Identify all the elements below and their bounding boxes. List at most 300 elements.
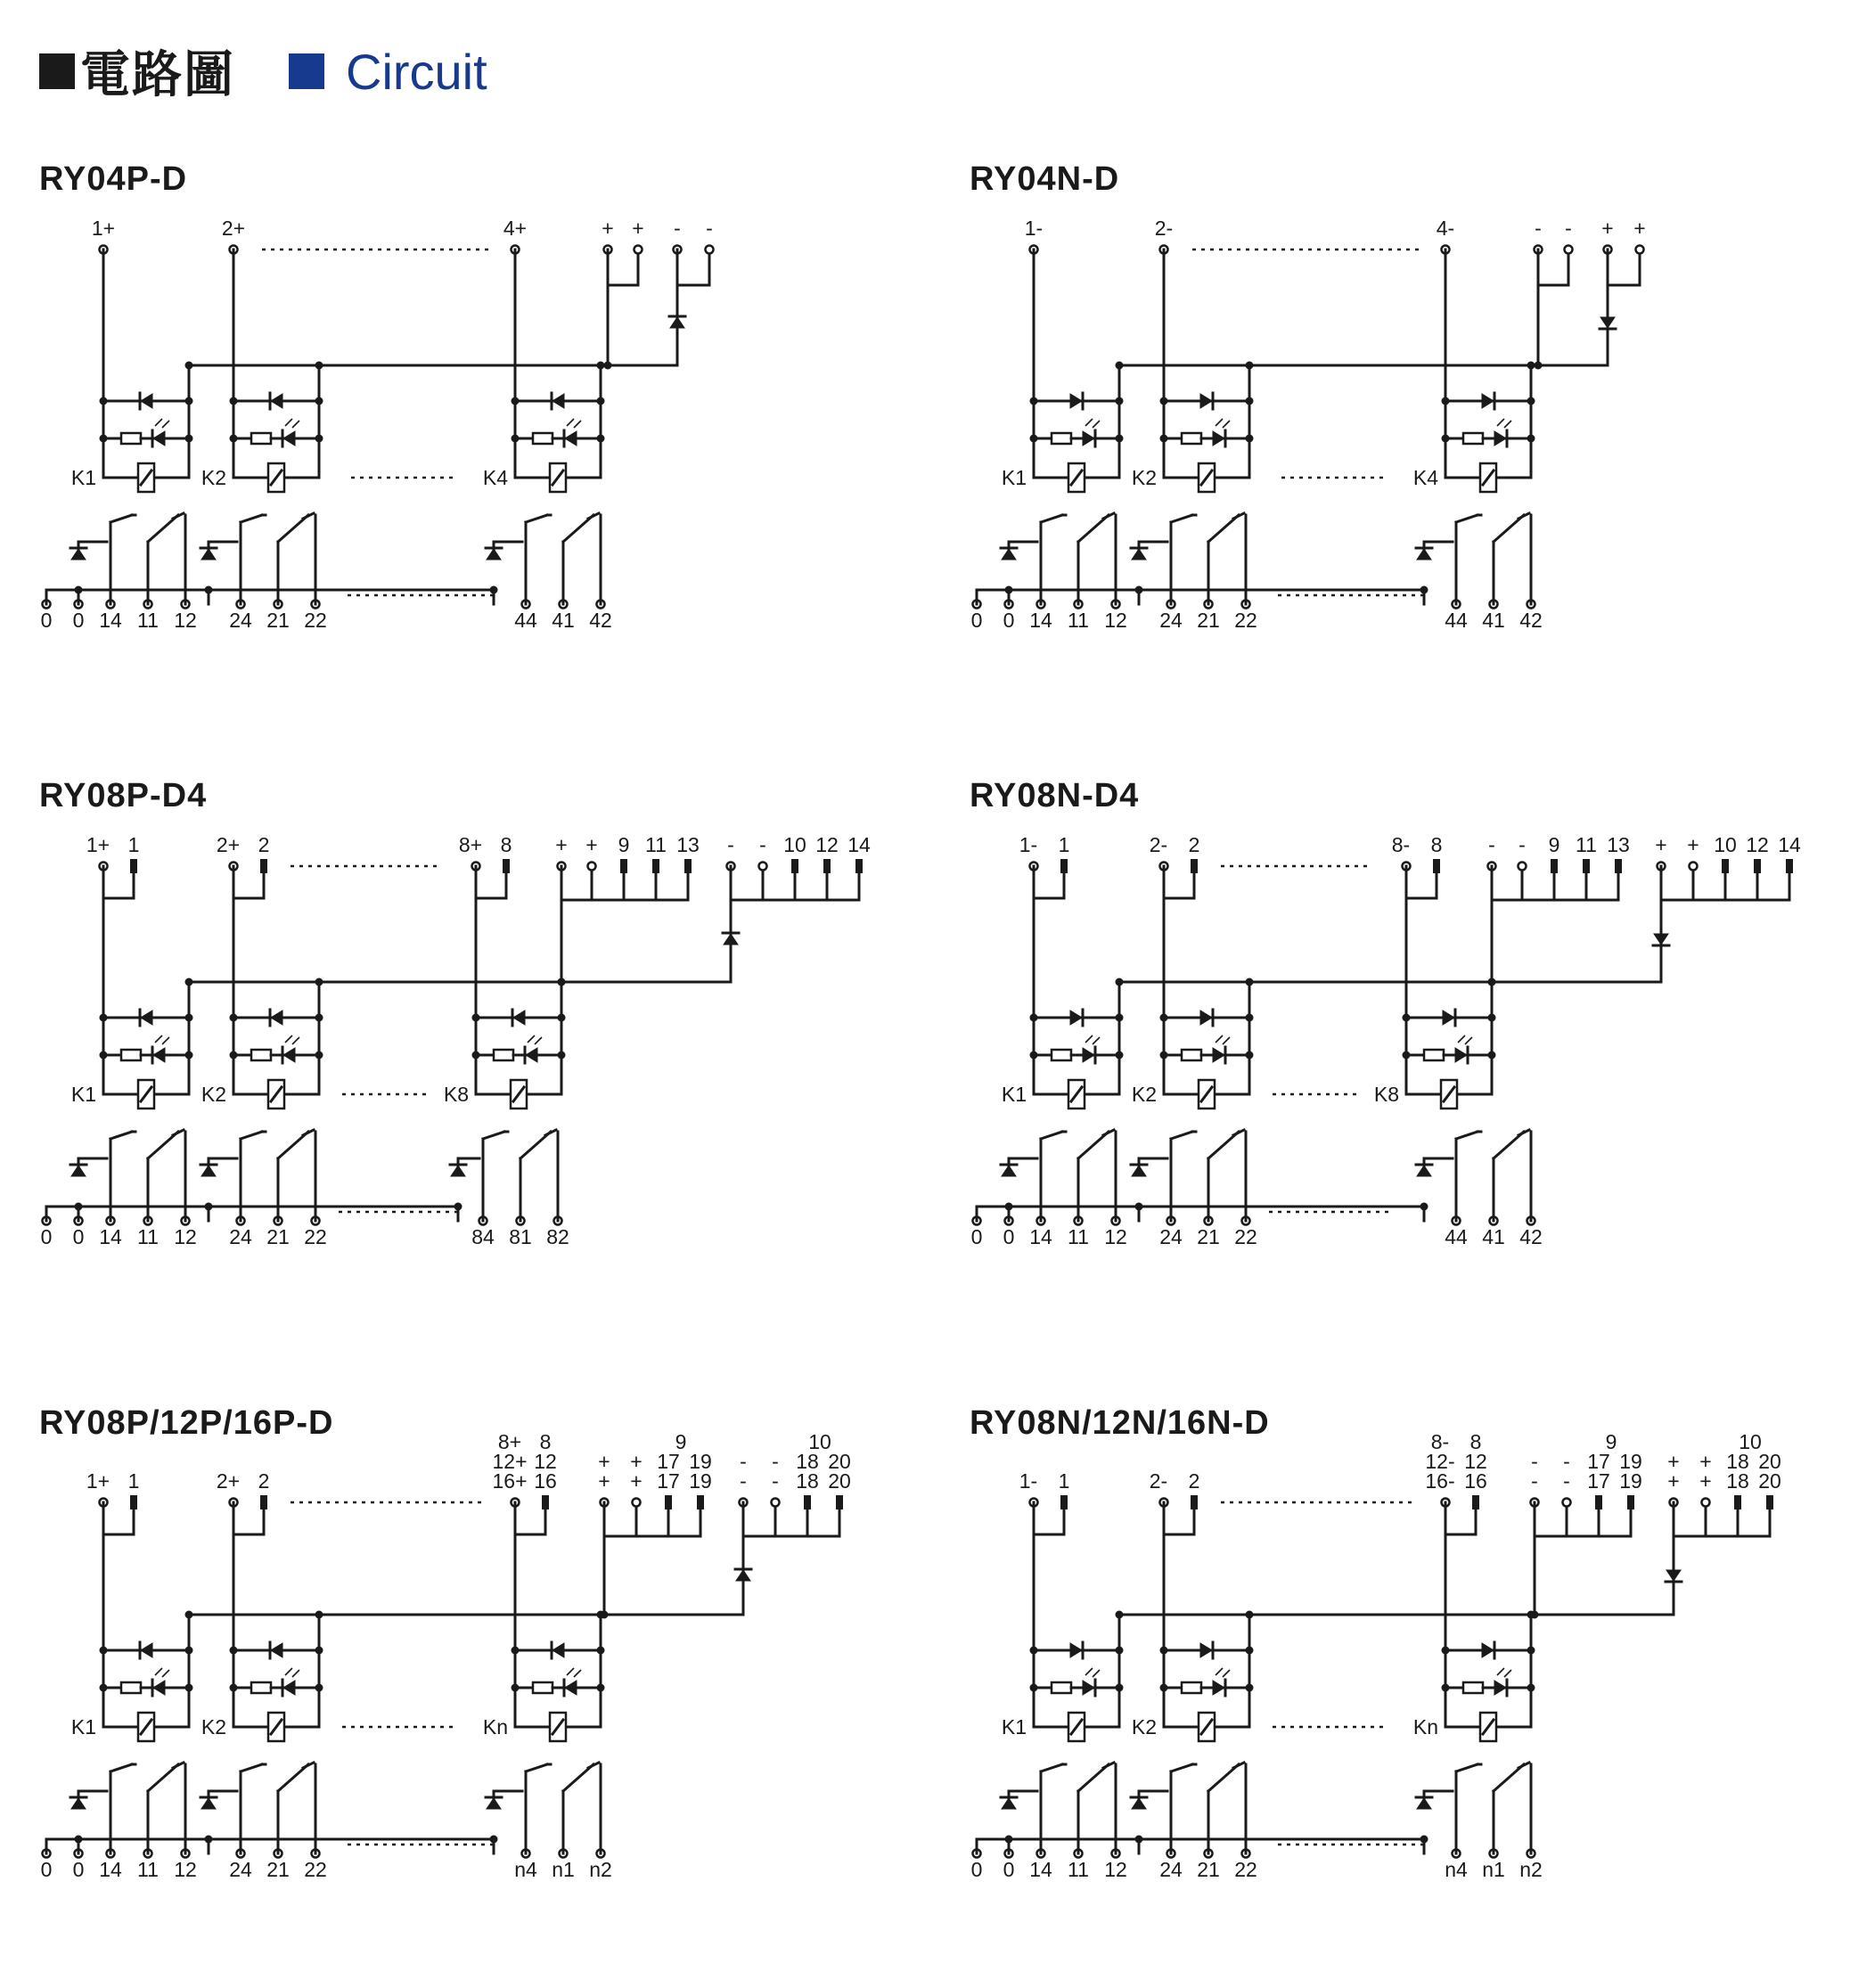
input-terminal-label: 8+ [497,1430,522,1453]
led-light-icon [155,419,169,428]
contact-terminal-label: 24 [229,1225,252,1248]
panel-title: RY04P-D [39,160,188,198]
bus-wire [1674,1509,1770,1536]
contact-terminal-label: 0 [1003,609,1015,632]
contact-terminal-label: 14 [1029,609,1052,632]
terminal-label: 14 [847,833,871,856]
diode-icon [736,1570,750,1581]
resistor-icon [1052,433,1071,444]
input-terminal-label: 8 [539,1430,552,1453]
contact-blade [1456,515,1478,522]
diode-icon [1083,1048,1094,1062]
terminal-label: 10 [783,833,806,856]
terminal-label: 17 [657,1469,680,1493]
junction-dot [1442,1647,1450,1655]
contact-terminal-label: 14 [99,1858,122,1881]
junction-dot [205,1203,213,1211]
relay-label: K2 [1131,466,1158,489]
contact-terminal-label: 44 [514,609,537,632]
output-terminal-icon [542,1495,549,1509]
contact-terminal-label: 42 [589,609,612,632]
terminal-label: + [1633,217,1646,240]
junction-dot [100,1647,108,1655]
junction-dot [315,435,323,443]
circuit-diagram-ry16n [970,1404,1850,1957]
junction-dot [100,1051,108,1059]
junction-dot [75,586,83,594]
terminal-label: 11 [1576,833,1597,856]
contact-terminal-label: 21 [1197,1225,1220,1248]
contact-terminal-label: 0 [40,609,53,632]
led-light-icon [1458,1035,1472,1044]
junction-dot [597,1647,605,1655]
contact-terminal-label: 22 [304,609,327,632]
output-terminal-icon [503,859,510,873]
pair-wire [233,873,264,898]
led-light-icon [285,419,299,428]
terminal-icon [1563,1499,1571,1507]
junction-dot [230,1051,238,1059]
contact-terminal-label: 0 [970,609,983,632]
terminal-label: - [740,1450,747,1473]
terminal-label: 13 [1607,833,1630,856]
relay-label: K1 [70,1715,97,1738]
led-light-icon [1216,419,1230,428]
pair-wire [1034,873,1064,898]
circuit-diagram-ry08n [970,777,1850,1329]
blue-square-icon [289,53,324,89]
contact-terminal-label: 21 [266,1225,290,1248]
junction-dot [512,1647,520,1655]
input-terminal-label: 16- [1425,1469,1455,1493]
output-terminal-icon [260,859,267,873]
led-light-icon [155,1668,169,1677]
diode-icon [271,394,282,408]
terminal-label: 20 [1758,1450,1781,1473]
junction-dot [1527,435,1535,443]
relay-label: K1 [1001,1083,1027,1106]
output-terminal-icon [260,1495,267,1509]
output-terminal-icon [855,859,863,873]
junction-dot [205,586,213,594]
junction-dot [1442,435,1450,443]
junction-dot [185,1611,193,1619]
junction-dot [558,978,566,986]
junction-dot [1030,397,1038,405]
terminal-label: 20 [1758,1469,1781,1493]
panel-ry16p [39,1404,948,1957]
input-terminal-label: 12- [1425,1450,1455,1473]
output-terminal-icon [697,1495,704,1509]
diode-icon [526,1048,537,1062]
junction-dot [1488,1051,1496,1059]
junction-dot [1403,1014,1411,1022]
terminal-label: 17 [1587,1450,1610,1473]
bus-wire [677,253,709,285]
junction-dot [1116,1684,1124,1692]
terminal-label: - [1531,1469,1538,1493]
input-terminal-label: 16 [1464,1469,1487,1493]
input-terminal-label: 2- [1149,1469,1168,1493]
junction-dot [1527,397,1535,405]
terminal-icon [772,1499,780,1507]
junction-dot [100,435,108,443]
diode-icon [1443,1010,1454,1025]
terminal-icon [588,863,596,871]
title-english: Circuit [346,43,487,100]
terminal-label: - [772,1450,779,1473]
relay-label: K1 [1001,1715,1027,1738]
panel-title: RY08N-D4 [970,777,1140,814]
input-terminal-label: 2 [258,833,270,856]
output-terminal-icon [1472,1495,1479,1509]
terminal-icon [759,863,767,871]
junction-dot [1527,1684,1535,1692]
relay-label: K2 [1131,1083,1158,1106]
junction-dot [185,978,193,986]
junction-dot [1246,1684,1254,1692]
terminal-label: 14 [1778,833,1801,856]
input-terminal-label: 8+ [458,833,483,856]
junction-dot [185,1014,193,1022]
contact-terminal-label: n1 [552,1858,575,1881]
led-light-icon [567,419,581,428]
contact-terminal-label: 12 [1104,1858,1127,1881]
junction-dot [454,1203,462,1211]
junction-dot [597,1611,605,1619]
contact-terminal-label: n2 [1519,1858,1543,1881]
junction-dot [230,1014,238,1022]
junction-dot [1246,362,1254,370]
contact-terminal-label: 0 [970,1858,983,1881]
contact-blade [111,515,132,522]
relay-label: K2 [201,1083,227,1106]
terminal-label: 19 [689,1450,712,1473]
terminal-label: + [602,217,614,240]
contact-terminal-label: 11 [1068,609,1089,632]
input-terminal-label: 2+ [216,833,241,856]
contact-terminal-label: 42 [1519,609,1543,632]
terminal-label: 18 [1726,1450,1749,1473]
contact-blade [241,1132,262,1139]
contact-terminal-label: 44 [1445,1225,1468,1248]
panel-title: RY04N-D [970,160,1120,198]
output-terminal-icon [684,859,692,873]
contact-blade [111,1764,132,1771]
terminal-label: + [1687,833,1699,856]
resistor-icon [1052,1682,1071,1693]
junction-dot [1005,586,1013,594]
input-terminal-label: 16+ [492,1469,528,1493]
contact-blade [483,1132,504,1139]
diode-icon [724,934,738,945]
contact-terminal-label: 24 [1159,1225,1183,1248]
diode-icon [1654,934,1668,945]
contact-blade [1171,515,1192,522]
bus-wire [1538,253,1568,285]
resistor-icon [533,1682,553,1693]
junction-dot [1005,1203,1013,1211]
contact-terminal-label: 21 [1197,1858,1220,1881]
contact-terminal-label: n4 [514,1858,537,1881]
junction-dot [558,1051,566,1059]
contact-terminal-label: 0 [40,1225,53,1248]
junction-dot [205,1836,213,1844]
terminal-label: - [674,217,681,240]
junction-dot [1030,1014,1038,1022]
contact-terminal-label: 41 [1482,1225,1505,1248]
junction-dot [315,1014,323,1022]
contact-terminal-label: 84 [471,1225,495,1248]
junction-dot [185,1647,193,1655]
led-light-icon [285,1668,299,1677]
relay-label: K2 [1131,1715,1158,1738]
contact-terminal-label: 22 [1234,1225,1257,1248]
junction-dot [1030,1684,1038,1692]
circuit-diagram-ry08p [39,777,948,1329]
contact-terminal-label: 12 [174,1858,197,1881]
contact-terminal-label: 22 [304,1858,327,1881]
junction-dot [1488,978,1496,986]
terminal-label: 18 [1726,1469,1749,1493]
contact-terminal-label: n4 [1445,1858,1468,1881]
diode-icon [1600,317,1615,328]
contact-blade [1041,1764,1062,1771]
junction-dot [315,1051,323,1059]
terminal-label: 11 [645,833,667,856]
contact-blade [111,1132,132,1139]
input-terminal-label: 1+ [91,217,116,240]
contact-terminal-label: 24 [1159,1858,1183,1881]
resistor-icon [251,433,271,444]
input-terminal-label: 8- [1391,833,1411,856]
junction-dot [1160,397,1168,405]
junction-dot [1160,1684,1168,1692]
terminal-label: - [1518,833,1526,856]
junction-dot [315,978,323,986]
terminal-label: 9 [675,1430,687,1453]
terminal-label: + [598,1450,610,1473]
junction-dot [185,362,193,370]
junction-dot [1246,1014,1254,1022]
contact-terminal-label: 12 [1104,609,1127,632]
contact-terminal-label: 21 [1197,609,1220,632]
output-terminal-icon [1766,1495,1773,1509]
input-terminal-label: 12 [534,1450,557,1473]
pair-wire [1445,1509,1476,1534]
circuit-diagram-ry04p [39,160,948,713]
contact-blade [1456,1132,1478,1139]
contact-terminal-label: 24 [1159,609,1183,632]
page-header [39,36,487,107]
input-terminal-label: 2 [1188,833,1200,856]
junction-dot [1116,1051,1124,1059]
contact-terminal-label: 0 [1003,1225,1015,1248]
output-terminal-icon [1060,1495,1068,1509]
panel-ry08p [39,777,948,1329]
diode-icon [1666,1570,1681,1581]
junction-dot [185,435,193,443]
junction-dot [597,397,605,405]
junction-dot [75,1203,83,1211]
junction-dot [1527,1611,1535,1619]
diode-icon [141,1643,152,1657]
contact-terminal-label: 22 [1234,609,1257,632]
terminal-icon [1565,246,1573,254]
junction-dot [1116,1647,1124,1655]
panel-title: RY08P-D4 [39,777,208,814]
junction-dot [100,1014,108,1022]
terminal-icon [634,246,643,254]
diode-icon [271,1010,282,1025]
terminal-label: 10 [1739,1430,1762,1453]
relay-label: K2 [201,466,227,489]
diode-icon [1083,1681,1094,1695]
junction-dot [1403,1051,1411,1059]
contact-terminal-label: 21 [266,1858,290,1881]
terminal-label: 12 [815,833,839,856]
resistor-icon [1182,1682,1201,1693]
relay-label: Kn [482,1715,509,1738]
diode-icon [565,431,577,446]
contact-terminal-label: 0 [72,609,85,632]
contact-terminal-label: 41 [1482,609,1505,632]
contact-terminal-label: 22 [1234,1858,1257,1881]
contact-terminal-label: 12 [174,609,197,632]
black-square-icon [39,53,75,89]
resistor-icon [251,1682,271,1693]
terminal-label: 19 [1619,1469,1642,1493]
resistor-icon [494,1050,513,1060]
junction-dot [1246,397,1254,405]
resistor-icon [1052,1050,1071,1060]
panel-title: RY08P/12P/16P-D [39,1404,334,1442]
terminal-label: 13 [676,833,700,856]
junction-dot [1116,362,1124,370]
pair-wire [1406,873,1437,898]
junction-dot [1160,1647,1168,1655]
diode-icon [283,1048,295,1062]
contact-terminal-label: n1 [1482,1858,1505,1881]
diode-icon [1213,1048,1224,1062]
input-terminal-label: 4+ [503,217,528,240]
circuit-diagram-ry16p [39,1404,948,1957]
input-terminal-label: 2- [1154,217,1174,240]
contact-terminal-label: 14 [1029,1225,1052,1248]
diode-icon [513,1010,525,1025]
contact-terminal-label: 0 [40,1858,53,1881]
diode-icon [271,1643,282,1657]
terminal-label: + [585,833,598,856]
diode-icon [1213,431,1224,446]
contact-terminal-label: 11 [137,1225,159,1248]
diode-icon [153,1681,165,1695]
resistor-icon [1182,433,1201,444]
resistor-icon [1182,1050,1201,1060]
terminal-label: + [630,1450,643,1473]
led-light-icon [1085,1668,1100,1677]
diode-icon [1070,394,1082,408]
contact-terminal-label: n2 [589,1858,612,1881]
terminal-label: - [1535,217,1542,240]
junction-dot [185,1684,193,1692]
input-terminal-label: 2 [258,1469,270,1493]
contact-terminal-label: 24 [229,1858,252,1881]
led-light-icon [1497,1668,1511,1677]
terminal-label: - [1488,833,1495,856]
diode-icon [1200,394,1212,408]
contact-terminal-label: 41 [552,609,575,632]
contact-terminal-label: 22 [304,1225,327,1248]
pair-wire [233,1509,264,1534]
contact-terminal-label: 24 [229,609,252,632]
resistor-icon [533,433,553,444]
panel-ry08n [970,777,1850,1329]
input-terminal-label: 1- [1019,833,1038,856]
output-terminal-icon [1060,859,1068,873]
terminal-icon [1518,863,1527,871]
junction-dot [1116,1611,1124,1619]
terminal-label: 17 [657,1450,680,1473]
input-terminal-label: 8 [500,833,512,856]
output-terminal-icon [836,1495,843,1509]
terminal-label: 20 [828,1469,851,1493]
input-terminal-label: 12+ [492,1450,528,1473]
input-terminal-label: 8 [1430,833,1443,856]
diode-icon [1200,1643,1212,1657]
panel-ry04p [39,160,948,713]
input-terminal-label: 1 [127,833,140,856]
junction-dot [1420,1836,1428,1844]
terminal-label: - [706,217,713,240]
terminal-label: + [1601,217,1614,240]
contact-terminal-label: 0 [970,1225,983,1248]
input-terminal-label: 1- [1019,1469,1038,1493]
pair-wire [515,1509,545,1534]
junction-dot [1488,1014,1496,1022]
input-terminal-label: 1 [127,1469,140,1493]
relay-label: Kn [1412,1715,1439,1738]
led-light-icon [155,1035,169,1044]
junction-dot [597,1684,605,1692]
circuit-diagram-ry04n [970,160,1850,713]
contact-terminal-label: 11 [1068,1858,1089,1881]
contact-terminal-label: 14 [1029,1858,1052,1881]
input-terminal-label: 2- [1149,833,1168,856]
terminal-label: 20 [828,1450,851,1473]
terminal-label: - [772,1469,779,1493]
input-terminal-label: 8- [1430,1430,1450,1453]
terminal-label: + [598,1469,610,1493]
diode-icon [1200,1010,1212,1025]
junction-dot [315,362,323,370]
junction-dot [1030,1051,1038,1059]
bus-wire [1608,253,1640,285]
contact-blade [241,515,262,522]
relay-label: K1 [1001,466,1027,489]
diode-icon [1455,1048,1467,1062]
contact-blade [241,1764,262,1771]
output-terminal-icon [1191,1495,1198,1509]
contact-terminal-label: 81 [509,1225,532,1248]
resistor-icon [121,1682,141,1693]
pair-wire [1164,1509,1194,1534]
input-terminal-label: 2+ [221,217,246,240]
contact-terminal-label: 44 [1445,609,1468,632]
bus-wire [743,1509,839,1536]
diode-icon [141,394,152,408]
terminal-icon [1690,863,1698,871]
